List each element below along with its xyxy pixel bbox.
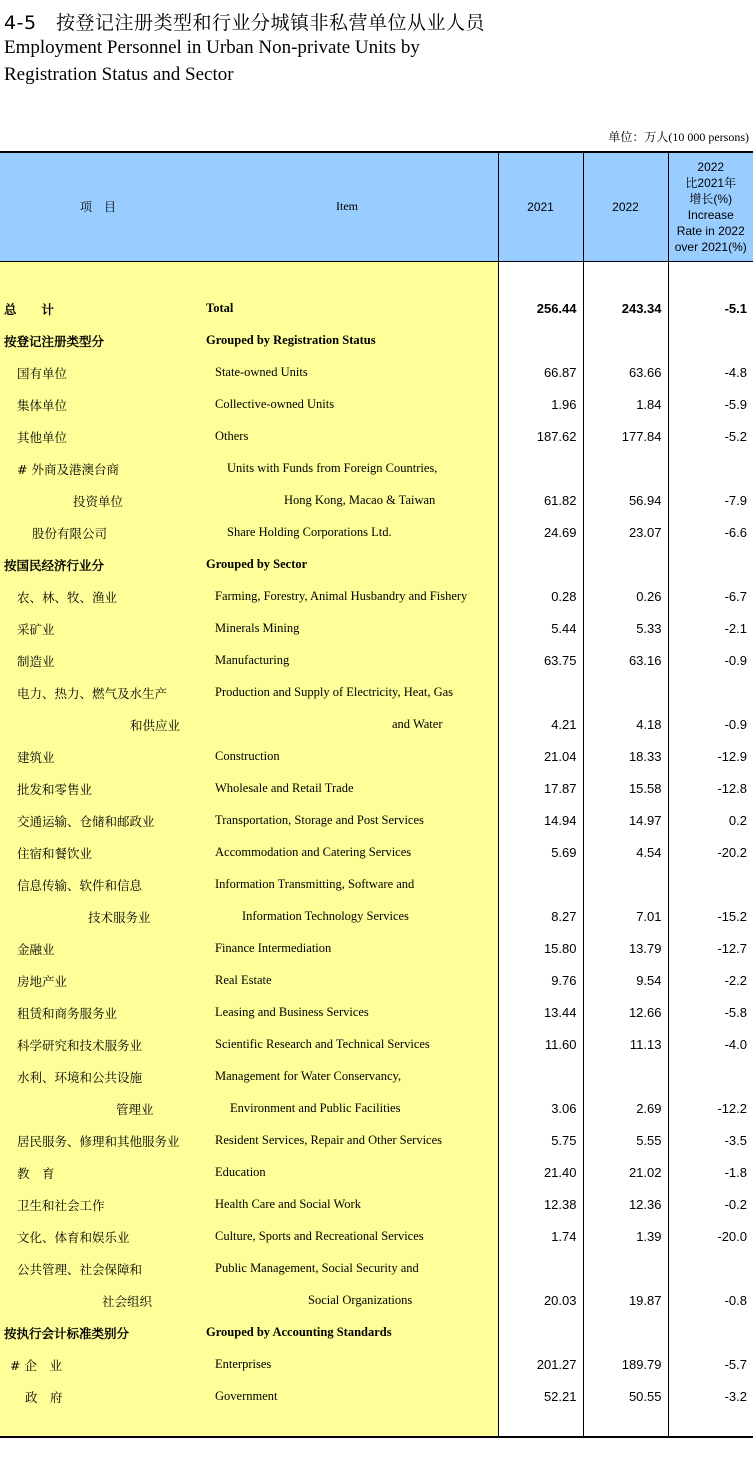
increase-rate: -4.8	[668, 357, 753, 389]
value-2021: 3.06	[498, 1093, 583, 1125]
increase-rate: -20.2	[668, 837, 753, 869]
value-2021	[498, 1253, 583, 1285]
table-row	[0, 453, 753, 485]
item-name-zh: 租赁和商务服务业	[0, 997, 202, 1029]
table-row	[0, 389, 753, 421]
increase-rate	[668, 1253, 753, 1285]
item-name-en: Public Management, Social Security and	[202, 1253, 498, 1285]
table-row	[0, 421, 753, 453]
item-name-zh: 股份有限公司	[0, 517, 202, 549]
item-name-zh: 国有单位	[0, 357, 202, 389]
increase-rate: -5.1	[668, 293, 753, 325]
item-name-en: Leasing and Business Services	[202, 997, 498, 1029]
item-name-en: Resident Services, Repair and Other Services	[202, 1125, 498, 1157]
increase-rate	[668, 869, 753, 901]
table-row	[0, 1029, 753, 1061]
item-name-en: Grouped by Registration Status	[202, 325, 498, 357]
value-2021: 201.27	[498, 1349, 583, 1381]
item-name-zh: 技术服务业	[0, 901, 202, 933]
item-name-en: Minerals Mining	[202, 613, 498, 645]
item-name-en: Grouped by Accounting Standards	[202, 1317, 498, 1349]
item-name-zh: 科学研究和技术服务业	[0, 1029, 202, 1061]
table-row	[0, 517, 753, 549]
table-row	[0, 933, 753, 965]
table-row	[0, 581, 753, 613]
increase-rate: -6.7	[668, 581, 753, 613]
increase-rate: -7.9	[668, 485, 753, 517]
table-row	[0, 869, 753, 901]
value-2022	[583, 549, 668, 581]
item-name-zh: 卫生和社会工作	[0, 1189, 202, 1221]
value-2022: 177.84	[583, 421, 668, 453]
item-name-en: Construction	[202, 741, 498, 773]
value-2022: 9.54	[583, 965, 668, 997]
header-year-2021: 2021	[498, 152, 583, 261]
value-2021: 24.69	[498, 517, 583, 549]
increase-rate: -6.6	[668, 517, 753, 549]
group-header-row	[0, 549, 753, 581]
header-rate-line: Increase	[687, 207, 734, 222]
item-name-en: Units with Funds from Foreign Countries,	[202, 453, 498, 485]
value-2022	[583, 1317, 668, 1349]
increase-rate: -4.0	[668, 1029, 753, 1061]
item-name-zh: 公共管理、社会保障和	[0, 1253, 202, 1285]
value-2022	[583, 869, 668, 901]
table-row	[0, 613, 753, 645]
table-row	[0, 773, 753, 805]
increase-rate: -12.2	[668, 1093, 753, 1125]
value-2022: 15.58	[583, 773, 668, 805]
header-rate-line: 2022	[697, 159, 725, 174]
value-2022: 7.01	[583, 901, 668, 933]
item-name-en: Wholesale and Retail Trade	[202, 773, 498, 805]
item-name-en: Share Holding Corporations Ltd.	[202, 517, 498, 549]
item-name-zh: 农、林、牧、渔业	[0, 581, 202, 613]
item-name-en: Total	[202, 293, 498, 325]
employment-table	[0, 151, 753, 1438]
unit-label	[608, 128, 749, 145]
value-2021: 4.21	[498, 709, 583, 741]
item-name-en: Accommodation and Catering Services	[202, 837, 498, 869]
increase-rate	[668, 325, 753, 357]
value-2022: 1.39	[583, 1221, 668, 1253]
value-2021: 63.75	[498, 645, 583, 677]
value-2021	[498, 325, 583, 357]
value-2021: 5.69	[498, 837, 583, 869]
increase-rate: -0.9	[668, 645, 753, 677]
item-name-en: Education	[202, 1157, 498, 1189]
spacer-cell	[0, 1413, 202, 1437]
increase-rate: -2.2	[668, 965, 753, 997]
item-name-zh: 交通运输、仓储和邮政业	[0, 805, 202, 837]
value-2022: 189.79	[583, 1349, 668, 1381]
value-2022: 56.94	[583, 485, 668, 517]
header-rate-line: over 2021(%)	[674, 239, 747, 254]
item-name-en: Information Technology Services	[202, 901, 498, 933]
item-name-zh: 批发和零售业	[0, 773, 202, 805]
item-name-zh: 电力、热力、燃气及水生产	[0, 677, 202, 709]
table-row	[0, 1381, 753, 1413]
item-name-zh: 其他单位	[0, 421, 202, 453]
item-name-en: Scientific Research and Technical Services	[202, 1029, 498, 1061]
item-name-zh: 总 计	[0, 293, 202, 325]
table-spacer-row	[0, 261, 753, 293]
item-name-zh: 按执行会计标准类别分	[0, 1317, 202, 1349]
item-name-zh: # 外商及港澳台商	[0, 453, 202, 485]
increase-rate: -3.2	[668, 1381, 753, 1413]
table-row	[0, 741, 753, 773]
increase-rate: -1.8	[668, 1157, 753, 1189]
item-name-en: Hong Kong, Macao & Taiwan	[202, 485, 498, 517]
item-name-zh: 和供应业	[0, 709, 202, 741]
item-name-zh: 管理业	[0, 1093, 202, 1125]
table-row	[0, 1253, 753, 1285]
increase-rate: -0.2	[668, 1189, 753, 1221]
table-row	[0, 709, 753, 741]
spacer-cell	[0, 261, 202, 293]
value-2022: 0.26	[583, 581, 668, 613]
increase-rate	[668, 1317, 753, 1349]
value-2022: 5.55	[583, 1125, 668, 1157]
spacer-cell	[583, 1413, 668, 1437]
item-name-en: Environment and Public Facilities	[202, 1093, 498, 1125]
increase-rate	[668, 1061, 753, 1093]
item-name-en: Information Transmitting, Software and	[202, 869, 498, 901]
value-2021: 256.44	[498, 293, 583, 325]
value-2021: 15.80	[498, 933, 583, 965]
increase-rate	[668, 677, 753, 709]
item-name-zh: # 企 业	[0, 1349, 202, 1381]
table-row	[0, 1349, 753, 1381]
item-name-zh: 住宿和餐饮业	[0, 837, 202, 869]
value-2022: 5.33	[583, 613, 668, 645]
spacer-cell	[202, 1413, 498, 1437]
item-name-en: and Water	[202, 709, 498, 741]
value-2021: 52.21	[498, 1381, 583, 1413]
value-2022: 50.55	[583, 1381, 668, 1413]
item-name-en: Management for Water Conservancy,	[202, 1061, 498, 1093]
item-name-en: Production and Supply of Electricity, Heat, Gas	[202, 677, 498, 709]
value-2021	[498, 1317, 583, 1349]
table-row	[0, 357, 753, 389]
item-name-zh: 采矿业	[0, 613, 202, 645]
increase-rate: -5.9	[668, 389, 753, 421]
item-name-zh: 政 府	[0, 1381, 202, 1413]
table-row	[0, 1061, 753, 1093]
value-2022: 12.66	[583, 997, 668, 1029]
value-2022: 23.07	[583, 517, 668, 549]
table-row	[0, 1285, 753, 1317]
increase-rate	[668, 453, 753, 485]
increase-rate: 0.2	[668, 805, 753, 837]
item-name-en: Transportation, Storage and Post Services	[202, 805, 498, 837]
group-header-row	[0, 1317, 753, 1349]
table-row	[0, 677, 753, 709]
item-name-en: Manufacturing	[202, 645, 498, 677]
value-2022	[583, 1061, 668, 1093]
table-row	[0, 805, 753, 837]
item-name-zh: 按登记注册类型分	[0, 325, 202, 357]
item-name-zh: 集体单位	[0, 389, 202, 421]
item-name-zh: 社会组织	[0, 1285, 202, 1317]
increase-rate: -2.1	[668, 613, 753, 645]
table-row	[0, 645, 753, 677]
value-2022: 18.33	[583, 741, 668, 773]
header-rate-line: 增长(%)	[689, 191, 733, 206]
value-2021: 13.44	[498, 997, 583, 1029]
item-name-zh: 按国民经济行业分	[0, 549, 202, 581]
item-name-en: Collective-owned Units	[202, 389, 498, 421]
increase-rate: -20.0	[668, 1221, 753, 1253]
value-2022: 19.87	[583, 1285, 668, 1317]
spacer-cell	[202, 261, 498, 293]
increase-rate: -12.9	[668, 741, 753, 773]
value-2021: 61.82	[498, 485, 583, 517]
table-row	[0, 1189, 753, 1221]
table-row	[0, 1093, 753, 1125]
header-item-zh: 项 目	[0, 152, 202, 261]
unit-label-zh: 单位：万人	[608, 130, 669, 144]
value-2021: 11.60	[498, 1029, 583, 1061]
value-2021	[498, 677, 583, 709]
item-name-zh: 建筑业	[0, 741, 202, 773]
value-2022: 12.36	[583, 1189, 668, 1221]
increase-rate: -5.7	[668, 1349, 753, 1381]
value-2022	[583, 1253, 668, 1285]
header-rate-line: Rate in 2022	[676, 223, 745, 238]
value-2021: 66.87	[498, 357, 583, 389]
value-2021	[498, 1061, 583, 1093]
value-2022	[583, 325, 668, 357]
value-2022: 4.18	[583, 709, 668, 741]
value-2022: 21.02	[583, 1157, 668, 1189]
increase-rate: -5.2	[668, 421, 753, 453]
table-header-row	[0, 152, 753, 261]
value-2021: 5.44	[498, 613, 583, 645]
value-2022: 4.54	[583, 837, 668, 869]
value-2021: 21.04	[498, 741, 583, 773]
item-name-zh: 文化、体育和娱乐业	[0, 1221, 202, 1253]
increase-rate: -3.5	[668, 1125, 753, 1157]
group-header-row	[0, 325, 753, 357]
table-row	[0, 997, 753, 1029]
item-name-zh: 居民服务、修理和其他服务业	[0, 1125, 202, 1157]
value-2021: 187.62	[498, 421, 583, 453]
value-2021: 1.74	[498, 1221, 583, 1253]
total-row	[0, 293, 753, 325]
item-name-zh: 房地产业	[0, 965, 202, 997]
table-row	[0, 901, 753, 933]
value-2022: 243.34	[583, 293, 668, 325]
value-2021: 21.40	[498, 1157, 583, 1189]
value-2021: 5.75	[498, 1125, 583, 1157]
item-name-zh: 金融业	[0, 933, 202, 965]
increase-rate: -5.8	[668, 997, 753, 1029]
table-row	[0, 485, 753, 517]
item-name-zh: 信息传输、软件和信息	[0, 869, 202, 901]
header-increase-rate	[668, 152, 753, 261]
value-2022: 63.16	[583, 645, 668, 677]
table-row	[0, 837, 753, 869]
item-name-en: Grouped by Sector	[202, 549, 498, 581]
value-2021: 9.76	[498, 965, 583, 997]
value-2021	[498, 453, 583, 485]
spacer-cell	[498, 261, 583, 293]
table-row	[0, 1125, 753, 1157]
spacer-cell	[498, 1413, 583, 1437]
value-2022: 13.79	[583, 933, 668, 965]
item-name-en: Finance Intermediation	[202, 933, 498, 965]
table-row	[0, 1221, 753, 1253]
item-name-zh: 制造业	[0, 645, 202, 677]
item-name-en: Enterprises	[202, 1349, 498, 1381]
item-name-en: Others	[202, 421, 498, 453]
value-2021: 12.38	[498, 1189, 583, 1221]
header-rate-line: 比2021年	[685, 175, 737, 190]
item-name-en: Government	[202, 1381, 498, 1413]
value-2021	[498, 869, 583, 901]
increase-rate: -15.2	[668, 901, 753, 933]
table-title-en-line1: Employment Personnel in Urban Non-private Units by	[4, 37, 420, 58]
value-2021: 1.96	[498, 389, 583, 421]
table-title-zh: 4-5 按登记注册类型和行业分城镇非私营单位从业人员	[4, 12, 486, 34]
table-row	[0, 1157, 753, 1189]
increase-rate: -0.8	[668, 1285, 753, 1317]
value-2022: 11.13	[583, 1029, 668, 1061]
table-row	[0, 965, 753, 997]
item-name-zh: 投资单位	[0, 485, 202, 517]
spacer-cell	[668, 261, 753, 293]
header-item-en: Item	[202, 152, 498, 261]
item-name-en: State-owned Units	[202, 357, 498, 389]
table-bottom-row	[0, 1413, 753, 1437]
value-2021: 20.03	[498, 1285, 583, 1317]
value-2021: 0.28	[498, 581, 583, 613]
unit-label-en: (10 000 persons)	[668, 130, 749, 144]
increase-rate	[668, 549, 753, 581]
value-2022: 63.66	[583, 357, 668, 389]
value-2021: 8.27	[498, 901, 583, 933]
value-2021: 14.94	[498, 805, 583, 837]
item-name-zh: 水利、环境和公共设施	[0, 1061, 202, 1093]
value-2022: 2.69	[583, 1093, 668, 1125]
item-name-zh: 教 育	[0, 1157, 202, 1189]
table-title-en-line2: Registration Status and Sector	[4, 64, 234, 85]
increase-rate: -0.9	[668, 709, 753, 741]
item-name-en: Health Care and Social Work	[202, 1189, 498, 1221]
value-2021: 17.87	[498, 773, 583, 805]
item-name-en: Farming, Forestry, Animal Husbandry and Fishery	[202, 581, 498, 613]
item-name-en: Real Estate	[202, 965, 498, 997]
spacer-cell	[668, 1413, 753, 1437]
header-year-2022: 2022	[583, 152, 668, 261]
value-2022: 1.84	[583, 389, 668, 421]
spacer-cell	[583, 261, 668, 293]
increase-rate: -12.8	[668, 773, 753, 805]
value-2022: 14.97	[583, 805, 668, 837]
value-2022	[583, 677, 668, 709]
item-name-en: Culture, Sports and Recreational Services	[202, 1221, 498, 1253]
increase-rate: -12.7	[668, 933, 753, 965]
item-name-en: Social Organizations	[202, 1285, 498, 1317]
value-2021	[498, 549, 583, 581]
value-2022	[583, 453, 668, 485]
